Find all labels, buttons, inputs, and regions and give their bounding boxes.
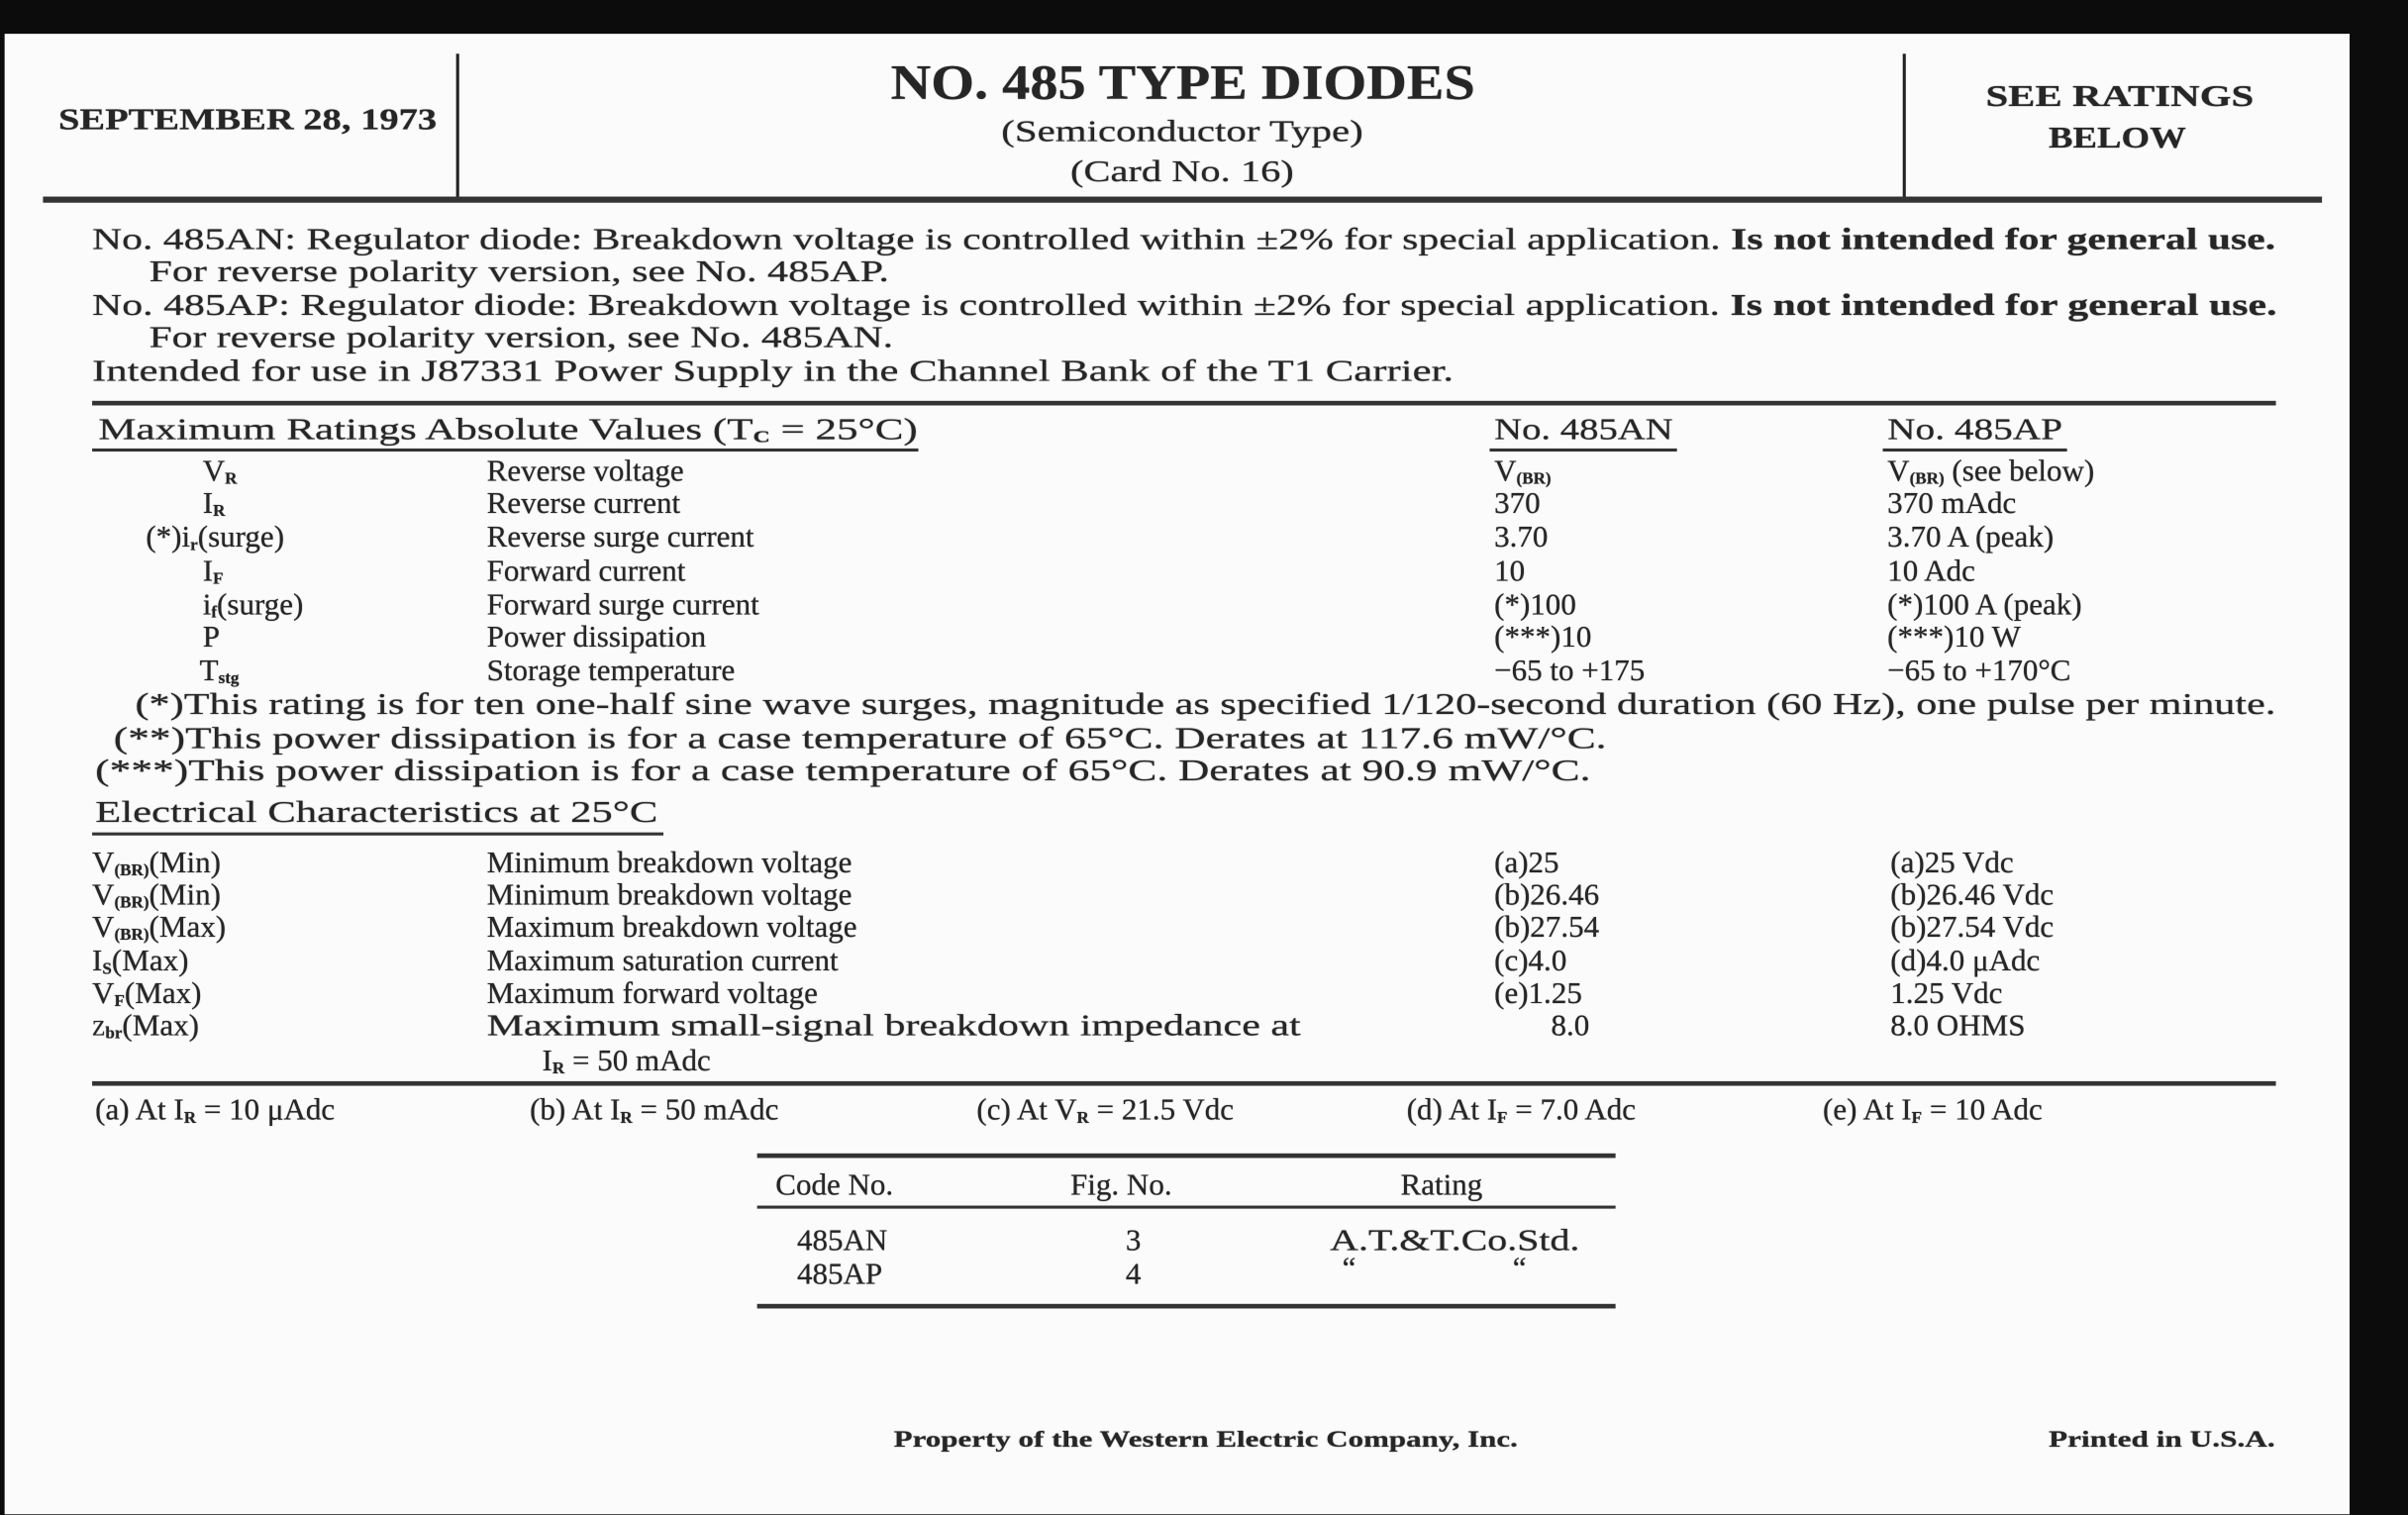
description: Forward surge current [486,588,759,623]
description: Maximum breakdown voltage [486,910,857,945]
description: Reverse surge current [486,520,754,555]
text-fragment: (b) At I [530,1093,621,1128]
text-fragment: (e) At I [1823,1093,1912,1128]
text-fragment: R [1076,1108,1089,1128]
table-rule [757,1304,1616,1309]
page-title: NO. 485 TYPE DIODES [890,53,1475,110]
value-485an: 370 [1494,486,1541,521]
ditto-mark: “ [1342,1252,1356,1286]
text-fragment: R [552,1060,565,1078]
table-rule [757,1154,1616,1159]
text-fragment: (Min) [149,846,221,880]
value-485ap: 3.70 A (peak) [1887,520,2055,555]
text-fragment: R [620,1108,633,1128]
text-fragment: I [542,1044,552,1078]
column-header: Code No. [775,1168,894,1203]
value-485ap: 1.25 Vdc [1890,976,2003,1011]
electrical-heading: Electrical Characteristics at 25°C [95,795,658,830]
figure-number: 4 [1125,1258,1142,1292]
col-header-485ap: No. 485AP [1887,413,2063,448]
condition-d [1407,1093,1636,1135]
printed-notice: Printed in U.S.A. [2049,1428,2275,1454]
text-fragment: This rating is for ten one-half sine wave surges, magnitude as specified 1/120-second duration (60 Hz), one pulse per minute. [183,687,2276,722]
heading-underline [92,833,663,836]
text-fragment: V [1494,454,1517,489]
value-485ap: 370 mAdc [1887,486,2017,521]
value-485an: (b)27.54 [1494,910,1600,945]
value-485ap: (a)25 Vdc [1890,846,2014,880]
intro-485an [92,223,2275,256]
ditto-mark: “ [1512,1252,1527,1286]
text-fragment: C [752,428,770,448]
description: Minimum breakdown voltage [486,878,853,913]
text-fragment: R [213,502,226,521]
table-rule [757,1206,1616,1209]
text-fragment: i [202,588,212,623]
heading-underline [92,449,918,452]
rating: A.T.&T.Co.Std. [1330,1224,1580,1259]
text-fragment: = 21.5 Vdc [1088,1093,1235,1128]
col-header-485an: No. 485AN [1494,413,1673,448]
header-divider [1903,53,1906,196]
heading-underline [1883,449,2067,452]
text-fragment: V [202,454,226,489]
text-fragment: I [92,944,103,978]
text-fragment: F [1497,1108,1508,1128]
text-fragment: This power dissipation is for a case temperature of 65°C. Derates at 117.6 mW/°C. [185,721,1607,757]
footnote [95,755,1590,788]
text-fragment: r [190,536,198,555]
text-fragment: = 10 μAdc [196,1093,336,1128]
description: Maximum forward voltage [486,976,818,1011]
text-fragment: (Max) [122,1009,199,1044]
text-fragment: (Min) [149,878,221,913]
text-fragment: F [1911,1108,1923,1128]
value-485ap: (***)10 W [1887,620,2021,655]
text-fragment: (BR) [114,861,150,880]
footnote [114,722,1607,756]
text-fragment: = 50 mAdc [632,1093,779,1128]
value-485an: (***)10 [1494,620,1592,655]
value-485ap: 10 Adc [1887,554,1975,589]
intro-text: Intended for use in J87331 Power Supply in the Channel Bank of the T1 Carrier. [92,354,1455,389]
text-fragment: (*)i [146,520,191,555]
text-fragment: (c) At V [976,1093,1077,1128]
description: Power dissipation [486,620,707,655]
text-fragment: (*) [135,687,184,722]
section-rule [92,401,2276,406]
code-number: 485AP [796,1258,883,1292]
text-fragment: (Max) [124,976,202,1011]
intro-text: For reverse polarity version, see No. 485AP. [149,254,889,289]
value-485an: −65 to +175 [1494,654,1646,688]
date: SEPTEMBER 28, 1973 [57,102,438,138]
intro-text: For reverse polarity version, see No. 485AN. [149,321,894,355]
text-fragment: = 7.0 Adc [1507,1093,1637,1128]
description: Maximum small-signal breakdown impedance at [486,1009,1301,1044]
intro-text: No. 485AP: Regulator diode: Breakdown voltage is controlled within ±2% for special application. [92,288,1721,323]
value-485ap: 8.0 OHMS [1890,1009,2026,1044]
value-485ap: (b)26.46 Vdc [1890,878,2055,913]
value-485ap: (d)4.0 μAdc [1890,944,2041,978]
text-fragment: R [183,1108,197,1128]
figure-number: 3 [1125,1224,1142,1259]
text-fragment: V [92,976,115,1011]
code-number: 485AN [796,1224,888,1259]
text-fragment: (Max) [149,910,227,945]
column-header: Fig. No. [1070,1168,1172,1203]
description: Reverse current [486,486,681,521]
text-fragment: T [199,654,219,688]
value-485ap: (*)100 A (peak) [1887,588,2082,623]
intro-warning: Is not intended for general use. [1720,222,2276,257]
section-rule [92,1081,2276,1086]
text-fragment: (BR) [114,893,150,913]
text-fragment: S [102,960,112,978]
value-485an: (a)25 [1494,846,1559,880]
value-485ap: (b)27.54 Vdc [1890,910,2055,945]
text-fragment: I [202,554,214,589]
value-485ap: −65 to +170°C [1887,654,2071,688]
intro-485ap [92,289,2277,323]
description: Maximum saturation current [486,944,839,978]
text-fragment: Z [92,1018,106,1042]
text-fragment: (surge) [197,520,285,555]
description: Forward current [486,554,686,589]
ratings-note: BELOW [2049,121,2186,155]
ratings-note: SEE RATINGS [1985,79,2255,114]
text-fragment: V [92,878,115,913]
heading-underline [1489,449,1676,452]
description: Reverse voltage [486,454,684,489]
intro-text: No. 485AN: Regulator diode: Breakdown voltage is controlled within ±2% for special application. [92,222,1721,257]
text-fragment: V [92,846,115,880]
text-fragment: P [202,620,220,655]
symbol [92,1009,199,1051]
condition-b [530,1093,778,1135]
value-485an: 8.0 [1551,1009,1590,1044]
text-fragment: I [202,486,214,521]
text-fragment: (**) [113,721,186,757]
text-fragment: f [211,603,218,623]
property-notice: Property of the Western Electric Company, Inc. [893,1428,1518,1454]
text-fragment: (BR) [114,926,150,945]
text-fragment: F [213,569,224,589]
card-number: (Card No. 16) [1070,154,1294,189]
text-fragment: R [225,469,238,489]
value-485an: 3.70 [1494,520,1549,555]
intro-warning: Is not intended for general use. [1720,288,2277,323]
text-fragment: F [114,991,125,1011]
text-fragment: (a) At I [95,1093,184,1128]
text-fragment: br [105,1024,123,1044]
header-rule [43,197,2322,203]
text-fragment: (BR) [1516,469,1552,489]
text-fragment: (see below) [1944,454,2095,489]
value-485an: (b)26.46 [1494,878,1600,913]
text-fragment: (d) At I [1406,1093,1498,1128]
description: Minimum breakdown voltage [486,846,853,880]
description-continuation [543,1045,711,1086]
header-divider [456,53,459,196]
condition-e [1823,1093,2043,1135]
value-485an: (e)1.25 [1494,976,1582,1011]
subtitle: (Semiconductor Type) [1001,115,1363,150]
text-fragment: Maximum Ratings Absolute Values (T [98,413,753,448]
text-fragment: (surge) [217,588,304,623]
value-485an: (c)4.0 [1494,944,1567,978]
description: Storage temperature [486,654,736,688]
text-fragment: (Max) [111,944,189,978]
value-485an: 10 [1494,554,1526,589]
text-fragment: = 50 mAdc [564,1044,711,1078]
text-fragment: = 10 Adc [1922,1093,2043,1128]
text-fragment: V [92,910,115,945]
condition-a [95,1093,335,1135]
text-fragment: (***) [95,754,189,788]
value-485an: (*)100 [1494,588,1576,623]
condition-c [976,1093,1234,1135]
text-fragment: (BR) [1909,469,1945,489]
column-header: Rating [1400,1168,1483,1203]
text-fragment: This power dissipation is for a case temperature of 65°C. Derates at 90.9 mW/°C. [188,754,1591,788]
text-fragment: = 25°C) [769,413,918,448]
text-fragment: V [1887,454,1910,489]
footnote [135,688,2275,722]
text-fragment: stg [218,669,240,688]
